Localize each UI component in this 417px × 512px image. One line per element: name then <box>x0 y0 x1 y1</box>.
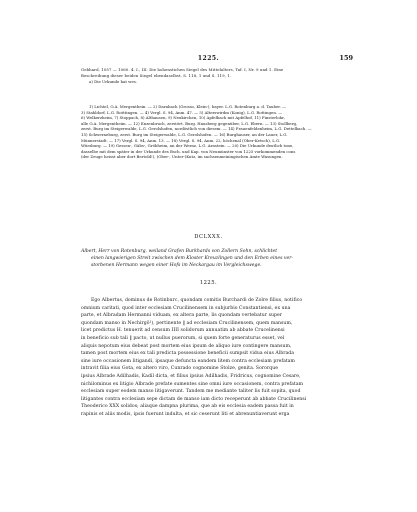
body-line: omnium caritati, quod inter ecclesiam Crucilinensem in subjurbio Constantiensi, ex una <box>81 305 291 311</box>
body-line: ecclesiam super eodem manso litigaverunt. Tandem me mediante taliter lis fuit sopita, quod <box>81 389 301 395</box>
body-line: sine iure occasionem litigandi, ipsaque defuncta eandem litem contra ecclesiam prefatam <box>81 358 295 364</box>
body-line: tamen post mortem eius ex tali predicta possessione beneficii sumpsit vidua eius Albrada <box>81 351 295 357</box>
body-line: Ego Albertus, dominus de Rotinburc, quondam comitis Burchardi de Zolre filius, notifico <box>91 298 303 303</box>
footnote-note: a) Die Urkunde hat wes. <box>89 78 138 84</box>
body-line: rapinis et aliis modis, ipsis fuerunt indulta, et sic ceserunt liti et abrenuntiaverunt erga <box>81 411 290 417</box>
commentary-line: 6) Welkerzheim, 7) Stoppach, 8) Althausen, 9) Neukirchen, 10) Apfelbach mit Apfelhof, 11) Finsterlohr, <box>81 115 285 121</box>
body-line: Theoderico XXX solidos; aliaque dampna plurima, que ab eis ecclesia eadem passa fuit in <box>81 404 294 410</box>
body-line: aliquis nepotum eius debeat post mortem eius ipsum de aliquo iure contingere mansum, <box>81 343 292 349</box>
footnote-line: Gebhard, 1057 — 1060. 4. I., III. Die hohenstichen Siegel des Mittelalters, Taf. I, Nr. 9 und 1. Eine <box>81 67 284 72</box>
page-header <box>0 55 417 65</box>
commentary-notes <box>81 104 368 160</box>
charter-number: DCLXXX. <box>194 234 223 240</box>
summary-line: einen langwierigen Streit zwischen dem Kloster Kreuzlingen und den Erben eines ver- <box>91 256 293 262</box>
commentary-line: zerst. Burg im Steigerwalde, L.G. Gerolshofen, nordöstlich von diesem. — 14) Frauenfeldenheim, L.G. Dettelbach. — <box>81 126 312 132</box>
body-line: nichilominus ex litigio Albrade prefate sumentes sine omni iure occasionem, contra prefatam <box>81 381 304 387</box>
commentary-line: Würzburg. — 19) Gessen-, Gäbs-, Gröbheim, an der Wernz, L.G. Arnstein. — 20) Die Urkunde deutlich tone, <box>81 143 294 149</box>
commentary-line: Münnerstadt. — 17) Vergl. S. 94, Anm. 13. — 18) Vergl. S. 94, Anm. 22, höchenal (Ober-Ketsch), L.G. <box>81 137 281 143</box>
body-line: quondam manso in Nechirgǒ¹), pertinente ‖ ad ecclesiam Crucilinensem, quem mansum, <box>81 320 293 326</box>
commentary-line: (der Zeuge heisst aber dort Bertold!), (Ober-, Unter-)Kutz, im sachsenmeiningischen Amte Wasungen. <box>81 154 283 160</box>
footnote-continuation <box>81 67 368 84</box>
commentary-line: 15) Schwerneburg, zerst. Burg im Steigerwalde, L.G. Gerolshofen. — 16) Burghauser, an der Lauer, L.G. <box>81 131 288 137</box>
body-line: in beneficio sub tali ‖ pacto, ut nullus puerorum, si quem forte generaturus esset, vel <box>81 335 285 341</box>
page-number: 159 <box>339 54 353 62</box>
summary-line: Albert, Herr von Rotenburg, weiland Grafen Burkhards von Zollern Sohn, schlichtet <box>81 249 278 254</box>
running-head-year: 1225. <box>197 55 220 62</box>
commentary-line: dasselbe mit dem später in der Urkunde des Bsch. und Kap. von Neumünster von 1225 vorkommenden cons <box>81 148 296 154</box>
charter-summary <box>81 248 368 270</box>
body-line: litigantes contra ecclesiam sepe dictam de manso iam dicto receperunt ab abbate Crucilinensi <box>81 396 307 402</box>
body-line: parte, et Albradam Hermanni viduam, ex altera parte, lis quondam vertebatur super <box>81 313 282 319</box>
footnote-line: Beschreibung dieser beiden Siegel ebendaselbst, S. 118, 1 und S. 119, 1. <box>81 72 232 78</box>
commentary-line: 3) Stahldorf, L.G. Rotttingen. — 4) Vergl. S. 94, Anm. 47. — 5) Alterswirdm (Konig), L.G. Rottingen. — <box>81 109 283 115</box>
charter-date: 1225. <box>199 280 218 286</box>
body-line: licet predictus H. tenuerit ad censum IIII solidorum annuatim ab abbate Crucelinensi <box>81 328 285 334</box>
body-line: ipsius Albrade Adilhadis, Kadil dicta, et filius ipsius Adilhadis, Fridricus, cognomine Cesare, <box>81 373 301 379</box>
commentary-line: alle O.A. Mergentheim. — 12) Enzenbruch, zerstört. Burg. Hausberg gegenüber, L.G. Ebern. — 13) Stollberg, <box>81 120 298 126</box>
commentary-line: 1) Lichtel, O.A. Mergenthein. — 2) Darnbach (Grosso, Klein-), bayer. L.G. Rotenburg a. d. Tauber. — <box>89 104 287 109</box>
body-line: intravit filia eius Gota, ex altero viro, Cunrado cognomine Stolze, genita. Sororque <box>81 366 278 372</box>
summary-line: storbenen Hermann wegen einer Hofs im Neckargau im Vergleichswege. <box>91 263 262 269</box>
charter-body <box>81 297 368 419</box>
